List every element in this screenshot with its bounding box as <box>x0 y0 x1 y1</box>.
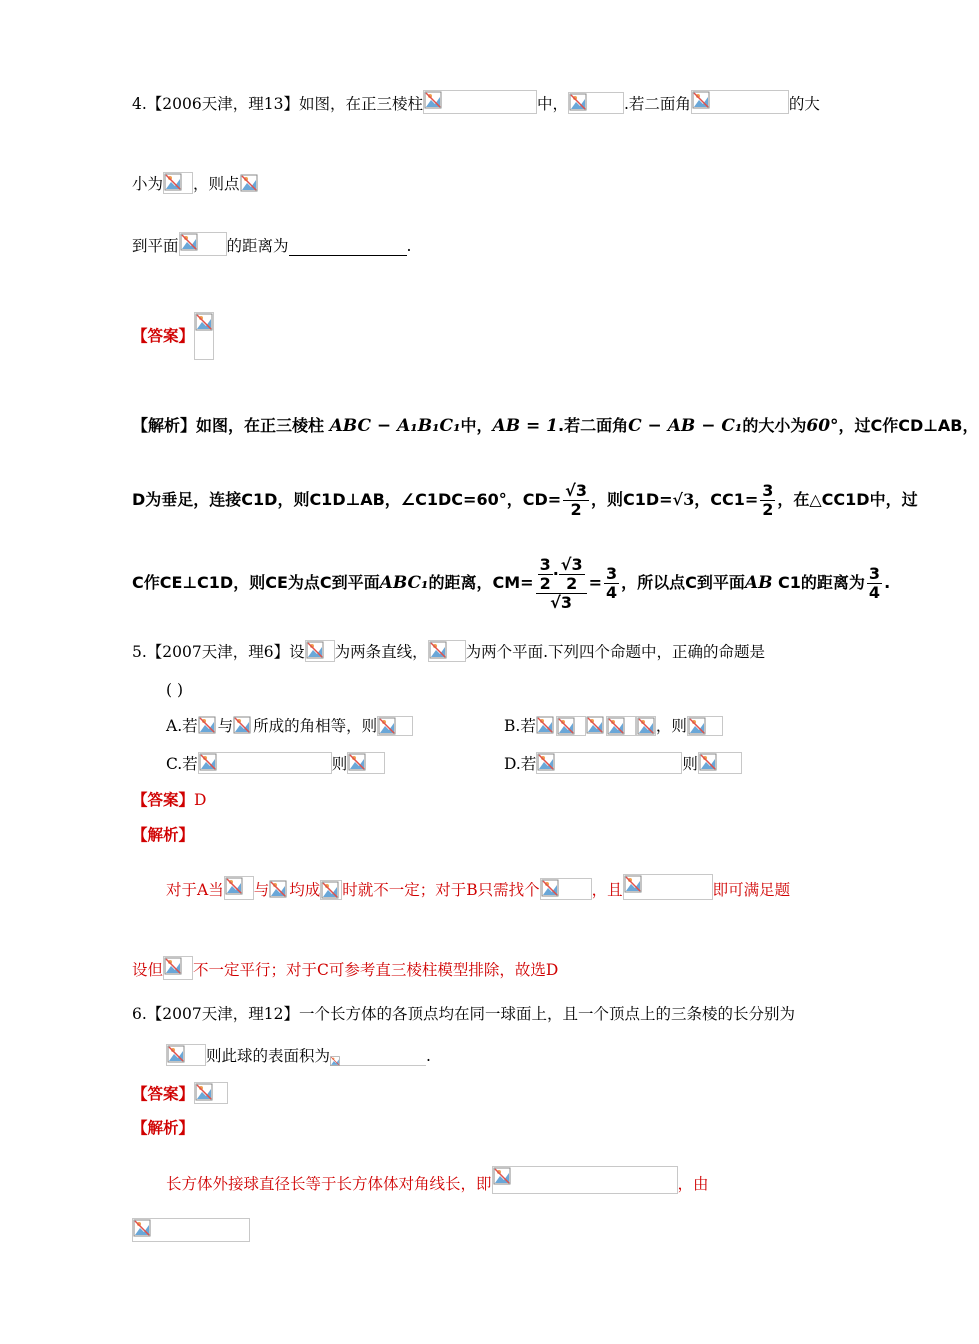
fraction: $\frac{3}{2}$ <box>762 481 774 519</box>
broken-image-icon <box>607 717 625 735</box>
formula-image <box>691 90 789 114</box>
formula-image <box>132 1218 250 1242</box>
broken-image-icon <box>164 957 182 975</box>
formula-image <box>428 640 466 662</box>
broken-image-icon <box>692 91 710 109</box>
broken-image-icon <box>306 641 324 659</box>
broken-image-icon <box>330 1056 340 1066</box>
formula-image <box>586 716 606 736</box>
formula-image <box>536 716 556 736</box>
q6-line1: 6.【2007天津，理12】一个长方体的各顶点均在同一球面上，且一个顶点上的三条棱的长分别为 <box>132 1005 795 1023</box>
q4-line3: 到平面 的距离为 . <box>132 232 411 256</box>
q5-option-a: A.若 与 所成的角相等，则 <box>166 716 413 736</box>
formula-image <box>606 716 636 736</box>
formula-image <box>320 880 342 900</box>
q5-analysis-line1: 对于A当 与 均成 时就不一定；对于B只需找个 ，且 即可满足题 <box>166 874 790 900</box>
formula-image <box>698 752 742 774</box>
formula-image <box>568 92 624 114</box>
formula-image <box>233 716 253 736</box>
formula-image <box>536 752 682 774</box>
formula-image <box>166 1044 206 1066</box>
formula-image <box>377 716 413 736</box>
q5-analysis-label: 【解析】 <box>132 825 195 844</box>
broken-image-icon <box>321 881 339 899</box>
broken-image-icon <box>637 717 655 735</box>
analysis-label: 【解析】 <box>132 416 197 435</box>
answer-label: 【答案】 <box>132 790 195 809</box>
formula-image <box>240 174 260 194</box>
answer-image <box>194 1082 228 1104</box>
formula-image <box>347 752 385 774</box>
q4-head: 4.【2006天津，理13】如图，在正三棱柱 <box>132 95 423 113</box>
broken-image-icon <box>198 716 216 734</box>
broken-image-icon <box>537 753 555 771</box>
q5-option-b: B.若 ，则 <box>504 716 723 736</box>
q5-answer: 【答案】D <box>132 790 207 809</box>
formula-image <box>623 874 713 900</box>
formula-image <box>163 172 193 194</box>
answer-blank <box>289 241 407 256</box>
q5-paren: ( ) <box>166 681 184 699</box>
broken-image-icon <box>541 879 559 897</box>
broken-image-icon <box>133 1219 151 1237</box>
cm-fraction: $\frac{3}{2}$ · $\frac{√3}{2}$ √3 <box>536 556 587 612</box>
q5-line1: 5.【2007天津，理6】设 为两条直线， 为两个平面.下列四个命题中，正确的命题是 <box>132 640 765 662</box>
broken-image-icon <box>240 174 258 192</box>
formula-image <box>179 232 227 256</box>
formula-image <box>224 876 254 900</box>
answer-label: 【答案】 <box>132 326 195 345</box>
q5-option-c: C.若 则 <box>166 752 385 774</box>
q4-line1: 4.【2006天津，理13】如图，在正三棱柱 中， .若二面角 的大 <box>132 90 820 114</box>
broken-image-icon <box>536 716 554 734</box>
q4-answer-line <box>132 312 214 360</box>
broken-image-icon <box>569 93 587 111</box>
broken-image-icon <box>624 875 642 893</box>
q6-analysis-line1: 长方体外接球直径长等于长方体体对角线长，即 ，由 <box>166 1166 709 1194</box>
broken-image-icon <box>378 717 396 735</box>
q6-analysis-line2 <box>132 1218 250 1242</box>
broken-image-icon <box>429 641 447 659</box>
formula-image <box>423 90 537 114</box>
broken-image-icon <box>586 716 604 734</box>
formula-image <box>540 878 592 900</box>
broken-image-icon <box>164 173 182 191</box>
broken-image-icon <box>269 880 287 898</box>
broken-image-icon <box>688 717 706 735</box>
broken-image-icon <box>180 233 198 251</box>
q6-answer <box>132 1082 228 1104</box>
formula-image <box>330 1054 426 1066</box>
formula-image <box>556 716 586 736</box>
q6-line2: 则此球的表面积为 . <box>166 1044 431 1066</box>
formula-image <box>492 1166 678 1194</box>
broken-image-icon <box>167 1045 185 1063</box>
broken-image-icon <box>225 877 243 895</box>
broken-image-icon <box>424 91 442 109</box>
broken-image-icon <box>233 716 251 734</box>
q4-analysis-line3: C作CE⊥C1D，则CE为点C到平面ABC₁的距离，CM= $\frac{3}{2}$ · $\frac{√3}{2}$ √3 = $\frac{3}{4}$ ，所以点C到平面AB C1的距离为 $\frac{3}{4}$ . <box>132 554 891 612</box>
broken-image-icon <box>199 753 217 771</box>
fraction: $\frac{3}{4}$ <box>606 564 618 602</box>
q5-analysis-line2: 设但 不一定平行；对于C可参考直三棱柱模型排除，故选D <box>132 956 558 980</box>
answer-label: 【答案】 <box>132 1084 195 1103</box>
answer-image <box>194 312 214 360</box>
fraction: $\frac{√3}{2}$ <box>565 481 587 519</box>
broken-image-icon <box>195 313 213 331</box>
broken-image-icon <box>699 753 717 771</box>
q6-analysis-label: 【解析】 <box>132 1118 195 1137</box>
formula-image <box>305 640 335 662</box>
formula-image <box>198 716 218 736</box>
formula-image <box>269 880 289 900</box>
formula-image <box>163 956 193 980</box>
q4-analysis-line1: 【解析】如图，在正三棱柱 ABC − A₁B₁C₁中，AB = 1.若二面角C − AB − C₁的大小为60°，过C作CD⊥AB， <box>132 416 979 436</box>
formula-image <box>198 752 332 774</box>
fraction: $\frac{3}{4}$ <box>868 564 881 602</box>
broken-image-icon <box>195 1083 213 1101</box>
q4-analysis-line2: D为垂足，连接C1D，则C1D⊥AB，∠C1DC=60°，CD= $\frac{√3}{2}$ ，则C1D=√3，CC1= $\frac{3}{2}$ ，在△CC1D中，过 <box>132 481 918 519</box>
broken-image-icon <box>348 753 366 771</box>
q4-line2: 小为 ，则点 <box>132 172 260 194</box>
q5-option-d: D.若 则 <box>504 752 742 774</box>
formula-image <box>636 716 656 736</box>
formula-image <box>687 716 723 736</box>
broken-image-icon <box>493 1167 511 1185</box>
broken-image-icon <box>557 717 575 735</box>
